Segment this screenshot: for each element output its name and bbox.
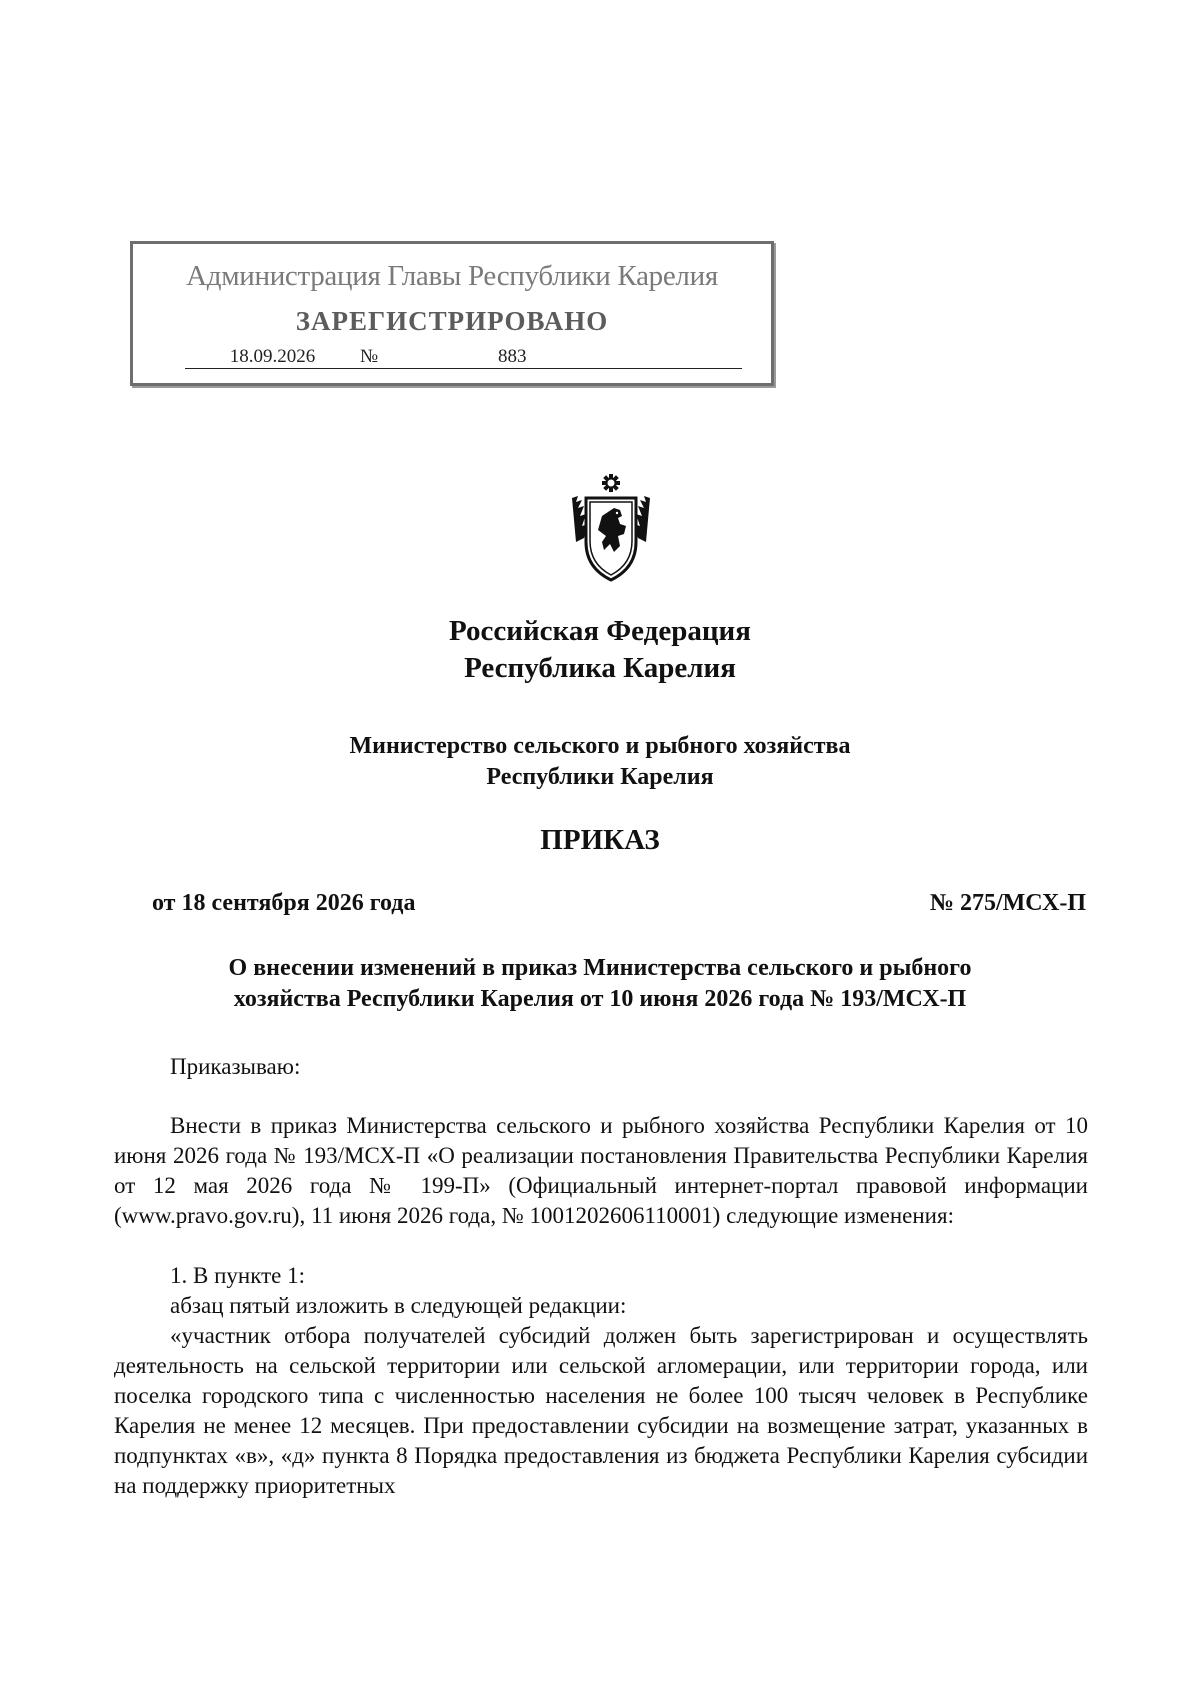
stamp-number-label: № <box>360 346 388 369</box>
header-country: Российская Федерация <box>449 615 751 647</box>
stamp-organization: Администрация Главы Республики Карелия <box>186 260 718 292</box>
order-number: № 275/МСХ-П <box>929 890 1086 916</box>
karelia-coat-of-arms-icon <box>566 472 656 584</box>
header-ministry-line1: Министерство сельского и рыбного хозяйства <box>349 733 851 759</box>
paragraph-five-instruction: абзац пятый изложить в следующей редакции: <box>170 1293 627 1318</box>
order-word: Приказываю: <box>170 1054 301 1079</box>
header-republic: Республика Карелия <box>464 652 736 684</box>
header-ministry-line2: Республики Карелия <box>486 764 714 790</box>
order-date: от 18 сентября 2026 года <box>152 890 416 916</box>
quoted-new-text: «участник отбора получателей субсидий должен быть зарегистрирован и осуществлять деятельность на сельской территории или сельской агломерации, или территории города, или поселка городского типа с численностью населения не более 100 тысяч человек в Республике Карелия не менее 12 месяцев. При предоставлении субсидии на возмещение затрат, указанных в подпунктах «в», «д» пункта 8 Порядка предоставления из бюджета Республики Карелия субсидии на поддержку приоритетных <box>114 1323 1088 1498</box>
order-title-line1: О внесении изменений в приказ Министерства сельского и рыбного <box>228 955 972 981</box>
stamp-status: ЗАРЕГИСТРИРОВАНО <box>295 306 609 336</box>
stamp-number: 883 <box>388 346 742 369</box>
document-type: ПРИКАЗ <box>540 824 660 856</box>
order-title-line2: хозяйства Республики Карелия от 10 июня 2026 года № 193/МСХ-П <box>233 986 967 1012</box>
intro-paragraph: Внести в приказ Министерства сельского и рыбного хозяйства Республики Карелия от 10 июня 2026 года № 193/МСХ-П «О реализации постановления Правительства Республики Карелия от 12 мая 2026 года № 199-П» (Официальный интернет-портал правовой информации (www.pravo.gov.ru), 11 июня 2026 года, № 1001202606110001) следующие изменения: <box>114 1113 1088 1228</box>
registration-stamp <box>130 241 774 386</box>
stamp-date: 18.09.2026 <box>185 346 360 369</box>
item-1: 1. В пункте 1: <box>170 1263 305 1288</box>
